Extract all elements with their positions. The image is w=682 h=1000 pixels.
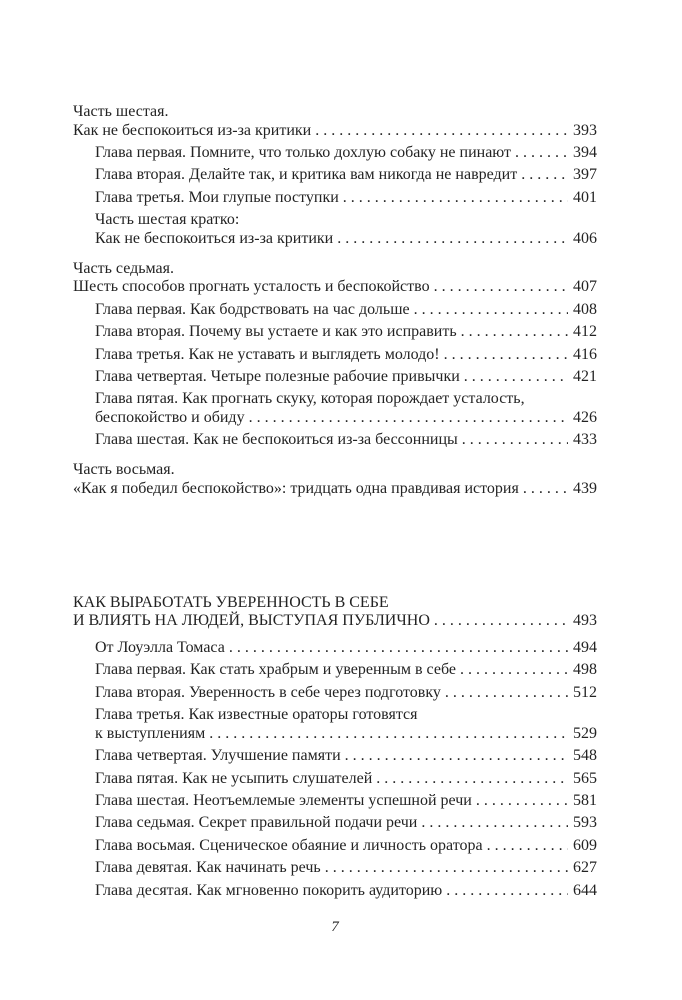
toc-row xyxy=(73,278,597,297)
chapter-title: Глава девятая. Как начинать речь xyxy=(95,859,321,877)
chapter-title: к выступлениям xyxy=(95,724,206,742)
toc-row xyxy=(95,639,597,658)
dot-leader xyxy=(245,409,573,428)
chapter-title: Как не беспокоиться из-за критики xyxy=(95,229,334,247)
toc-entry xyxy=(95,346,597,365)
toc-row xyxy=(95,725,597,744)
page-ref: 408 xyxy=(573,300,597,318)
page-ref: 512 xyxy=(573,683,597,701)
page-ref: 426 xyxy=(573,409,597,427)
toc-entry xyxy=(95,368,597,387)
toc-entry xyxy=(95,814,597,833)
dot-leader xyxy=(417,814,573,833)
page-ref: 548 xyxy=(573,747,597,765)
toc-row xyxy=(95,770,597,789)
toc-row xyxy=(95,684,597,703)
chapter-title: Глава вторая. Уверенность в себе через подготовку xyxy=(95,683,441,701)
toc-row xyxy=(73,122,597,141)
page-ref: 439 xyxy=(573,479,597,497)
chapter-title: Глава четвертая. Четыре полезные рабочие привычки xyxy=(95,367,460,385)
toc-block-part-6 xyxy=(73,103,597,249)
toc-entry xyxy=(95,211,597,248)
dot-leader xyxy=(458,431,573,450)
page-ref: 529 xyxy=(573,724,597,742)
part-name: Часть седьмая. xyxy=(73,259,174,277)
toc-row xyxy=(95,747,597,766)
dot-leader xyxy=(311,122,573,141)
dot-leader xyxy=(460,368,573,387)
dot-leader xyxy=(339,189,573,208)
toc-row xyxy=(95,301,597,320)
page-ref: 494 xyxy=(573,638,597,656)
toc-row xyxy=(95,814,597,833)
toc-entry xyxy=(95,189,597,208)
part-title: «Как я победил беспокойство»: тридцать одна правдивая история xyxy=(73,479,519,497)
toc-row xyxy=(95,859,597,878)
dot-leader xyxy=(321,859,573,878)
chapter-title: Глава первая. Помните, что только дохлую собаку не пинают xyxy=(95,144,512,162)
page-ref: 581 xyxy=(573,791,597,809)
dot-leader xyxy=(442,882,573,901)
toc-entry xyxy=(95,706,597,743)
dot-leader xyxy=(519,480,573,499)
dot-leader xyxy=(511,144,573,163)
dot-leader xyxy=(440,346,573,365)
dot-leader xyxy=(333,230,573,249)
dot-leader xyxy=(410,301,573,320)
page-ref: 433 xyxy=(573,431,597,449)
toc-entry xyxy=(95,323,597,342)
chapter-title: Глава шестая. Неотъемлемые элементы успешной речи xyxy=(95,791,472,809)
chapter-title: Глава первая. Как бодрствовать на час дольше xyxy=(95,300,410,318)
table-of-contents xyxy=(73,103,597,900)
toc-row xyxy=(95,144,597,163)
page-ref: 644 xyxy=(573,881,597,899)
toc-row xyxy=(73,612,597,631)
book-title-header xyxy=(73,594,597,631)
part-header xyxy=(73,260,597,297)
toc-row xyxy=(95,346,597,365)
dot-leader xyxy=(472,792,573,811)
part-title: Шесть способов прогнать усталость и беспокойство xyxy=(73,278,430,296)
page-ref: 565 xyxy=(573,769,597,787)
page-ref: 406 xyxy=(573,229,597,247)
dot-leader xyxy=(430,278,573,297)
toc-row xyxy=(95,882,597,901)
chapter-title: Глава десятая. Как мгновенно покорить аудиторию xyxy=(95,881,443,899)
page-ref: 397 xyxy=(573,166,597,184)
page-ref: 394 xyxy=(573,144,597,162)
page-ref: 407 xyxy=(573,278,597,296)
toc-entry xyxy=(95,882,597,901)
part-header xyxy=(73,461,597,498)
page-ref: 421 xyxy=(573,367,597,385)
dot-leader xyxy=(441,684,573,703)
dot-leader xyxy=(456,661,573,680)
toc-entry xyxy=(95,639,597,658)
book-title-line: КАК ВЫРАБОТАТЬ УВЕРЕННОСТЬ В СЕБЕ xyxy=(73,593,389,611)
chapter-title: Глава вторая. Почему вы устаете и как это исправить xyxy=(95,323,457,341)
part-header xyxy=(73,103,597,140)
chapter-title-line: Часть шестая кратко: xyxy=(95,211,240,229)
toc-entry xyxy=(95,859,597,878)
chapter-title: От Лоуэлла Томаса xyxy=(95,638,225,656)
dot-leader xyxy=(205,725,573,744)
chapter-title: Глава четвертая. Улучшение памяти xyxy=(95,747,341,765)
chapter-title: Глава пятая. Как не усыпить слушателей xyxy=(95,769,373,787)
part-title: Как не беспокоиться из-за критики xyxy=(73,121,312,139)
page-ref: 416 xyxy=(573,345,597,363)
toc-entry xyxy=(95,390,597,427)
dot-leader xyxy=(225,639,573,658)
toc-entry xyxy=(95,166,597,185)
chapter-title: Глава восьмая. Сценическое обаяние и личность оратора xyxy=(95,836,483,854)
toc-entry xyxy=(95,431,597,450)
part-name: Часть восьмая. xyxy=(73,461,175,479)
chapter-title: Глава третья. Мои глупые поступки xyxy=(95,188,339,206)
chapter-title-line: Глава третья. Как известные ораторы готовятся xyxy=(95,706,418,724)
toc-row xyxy=(95,323,597,342)
page-ref: 593 xyxy=(573,814,597,832)
dot-leader xyxy=(372,770,573,789)
page-ref: 412 xyxy=(573,323,597,341)
dot-leader xyxy=(430,612,573,631)
dot-leader xyxy=(483,837,573,856)
chapter-title: Глава третья. Как не уставать и выглядеть молодо! xyxy=(95,345,440,363)
toc-row xyxy=(95,409,597,428)
part-name: Часть шестая. xyxy=(73,103,169,120)
chapter-title: Глава седьмая. Секрет правильной подачи речи xyxy=(95,814,418,832)
toc-block-part-8 xyxy=(73,461,597,498)
page-ref: 493 xyxy=(573,612,597,630)
page-ref: 627 xyxy=(573,859,597,877)
toc-row xyxy=(95,792,597,811)
toc-block-public-speaking xyxy=(73,594,597,901)
toc-entry xyxy=(95,747,597,766)
toc-block-part-7 xyxy=(73,260,597,450)
page-ref: 498 xyxy=(573,661,597,679)
page-ref: 393 xyxy=(573,121,597,139)
chapter-title: Глава вторая. Делайте так, и критика вам никогда не навредит xyxy=(95,166,518,184)
toc-row xyxy=(95,431,597,450)
toc-row xyxy=(95,368,597,387)
book-title-line: И ВЛИЯТЬ НА ЛЮДЕЙ, ВЫСТУПАЯ ПУБЛИЧНО xyxy=(73,612,430,630)
toc-row xyxy=(73,480,597,499)
dot-leader xyxy=(341,747,573,766)
chapter-title: Глава шестая. Как не беспокоиться из-за бессонницы xyxy=(95,431,458,449)
toc-row xyxy=(95,189,597,208)
toc-row xyxy=(95,166,597,185)
toc-row xyxy=(95,230,597,249)
chapter-title: Глава первая. Как стать храбрым и уверенным в себе xyxy=(95,661,456,679)
dot-leader xyxy=(517,166,573,185)
toc-entry xyxy=(95,144,597,163)
page-number: 7 xyxy=(331,919,339,935)
toc-entry xyxy=(95,661,597,680)
toc-entry xyxy=(95,684,597,703)
toc-entry xyxy=(95,770,597,789)
toc-row xyxy=(95,661,597,680)
toc-entry xyxy=(95,301,597,320)
toc-entry xyxy=(95,837,597,856)
chapter-title: беспокойство и обиду xyxy=(95,409,245,427)
chapter-title-line: Глава пятая. Как прогнать скуку, которая порождает усталость, xyxy=(95,390,525,408)
toc-row xyxy=(95,837,597,856)
toc-entry xyxy=(95,792,597,811)
page-ref: 609 xyxy=(573,836,597,854)
dot-leader xyxy=(457,323,573,342)
page-ref: 401 xyxy=(573,188,597,206)
